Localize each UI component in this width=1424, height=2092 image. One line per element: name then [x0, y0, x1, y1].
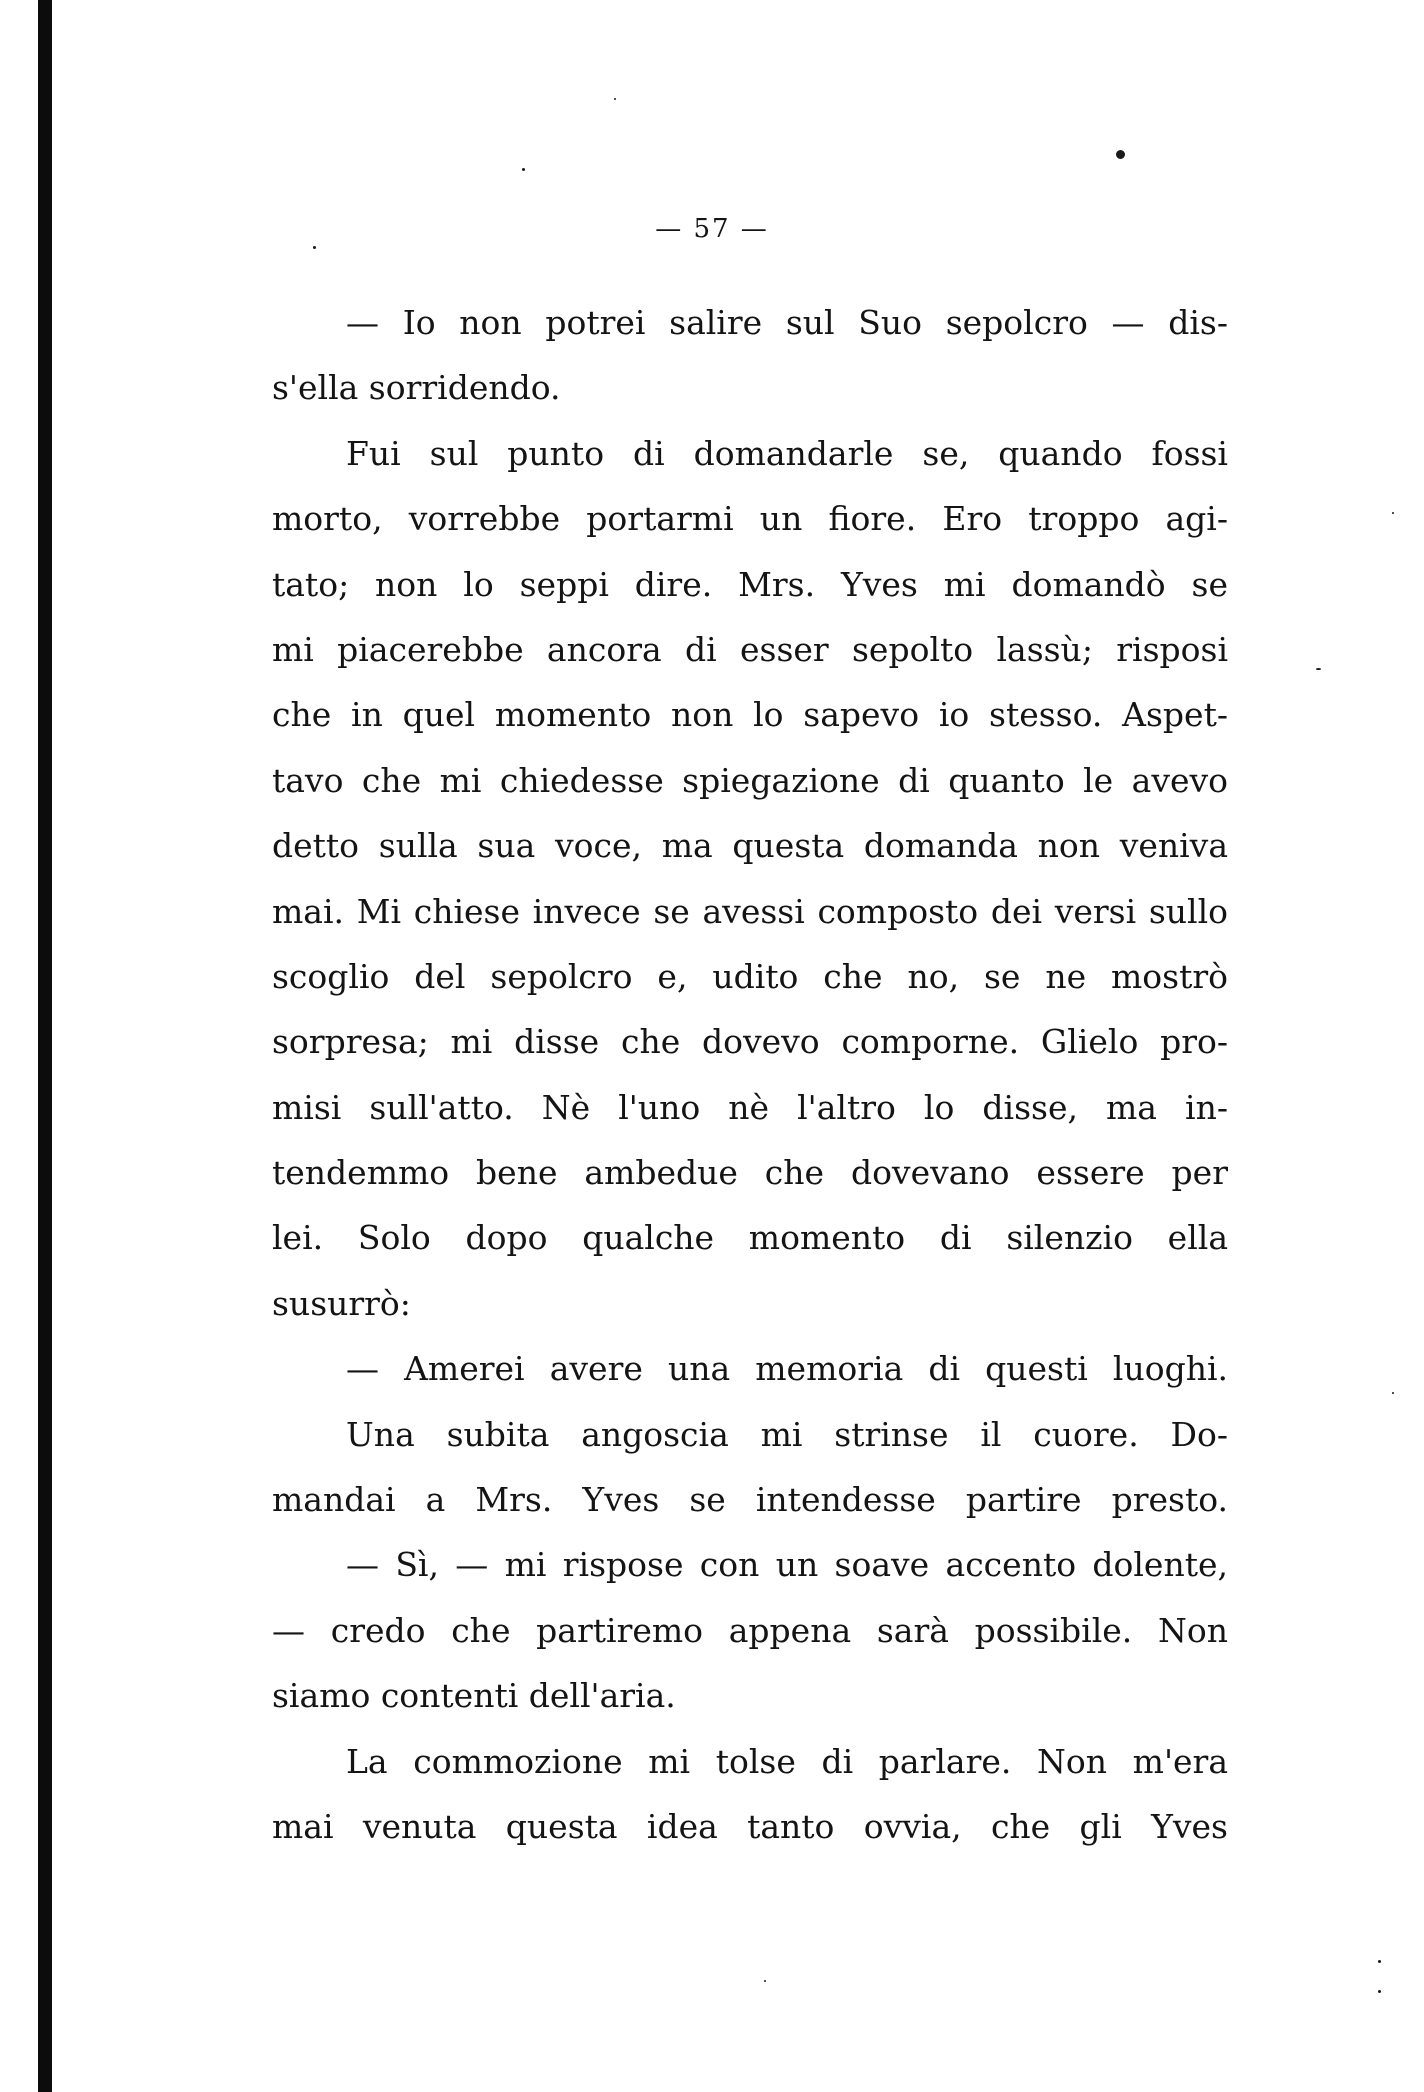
- text-line: tato; non lo seppi dire. Mrs. Yves mi domandò se: [272, 564, 1228, 604]
- text-line: La commozione mi tolse di parlare. Non m'era: [346, 1741, 1228, 1781]
- text-line: detto sulla sua voce, ma questa domanda non veniva: [272, 826, 1228, 866]
- binding-shadow: [38, 0, 52, 2092]
- ink-speck: [522, 168, 525, 171]
- ink-speck: [1378, 1990, 1381, 1993]
- text-line: sorpresa; mi disse che dovevo comporne. Glielo pro-: [272, 1022, 1228, 1062]
- text-line: mandai a Mrs. Yves se intendesse partire presto.: [272, 1480, 1228, 1520]
- ink-speck: [1378, 1960, 1381, 1963]
- page-number: — 57 —: [655, 214, 769, 244]
- text-line: — credo che partiremo appena sarà possibile. Non: [272, 1610, 1228, 1650]
- ink-speck: [1392, 1392, 1394, 1394]
- text-line: Una subita angoscia mi strinse il cuore. Do-: [346, 1414, 1228, 1454]
- text-line: morto, vorrebbe portarmi un fiore. Ero troppo agi-: [272, 499, 1228, 539]
- text-line: s'ella sorridendo.: [272, 368, 561, 408]
- text-line: Fui sul punto di domandarle se, quando fossi: [346, 433, 1228, 473]
- body-text: [272, 290, 1228, 1859]
- text-line: — Io non potrei salire sul Suo sepolcro — dis-: [346, 303, 1228, 342]
- text-line: mai. Mi chiese invece se avessi composto dei versi sullo: [272, 891, 1228, 931]
- text-line: tavo che mi chiedesse spiegazione di quanto le avevo: [272, 760, 1228, 800]
- text-line: siamo contenti dell'aria.: [272, 1676, 676, 1716]
- text-line: — Sì, — mi rispose con un soave accento dolente,: [346, 1545, 1228, 1585]
- text-line: susurrò:: [272, 1283, 411, 1323]
- text-line: scoglio del sepolcro e, udito che no, se ne mostrò: [272, 956, 1228, 996]
- text-line: mai venuta questa idea tanto ovvia, che gli Yves: [272, 1806, 1228, 1846]
- text-line: che in quel momento non lo sapevo io stesso. Aspet-: [272, 695, 1228, 735]
- text-line: — Amerei avere una memoria di questi luoghi.: [346, 1349, 1228, 1389]
- ink-speck: [1116, 150, 1125, 159]
- ink-speck: [764, 1980, 766, 1982]
- ink-speck: [1316, 668, 1321, 670]
- ink-speck: [1392, 512, 1394, 514]
- text-line: mi piacerebbe ancora di esser sepolto lassù; risposi: [272, 629, 1228, 669]
- ink-speck: [614, 98, 616, 100]
- text-line: misi sull'atto. Nè l'uno nè l'altro lo disse, ma in-: [272, 1087, 1228, 1127]
- text-line: tendemmo bene ambedue che dovevano essere per: [272, 1153, 1228, 1193]
- text-line: lei. Solo dopo qualche momento di silenzio ella: [272, 1218, 1228, 1258]
- ink-speck: [313, 246, 316, 249]
